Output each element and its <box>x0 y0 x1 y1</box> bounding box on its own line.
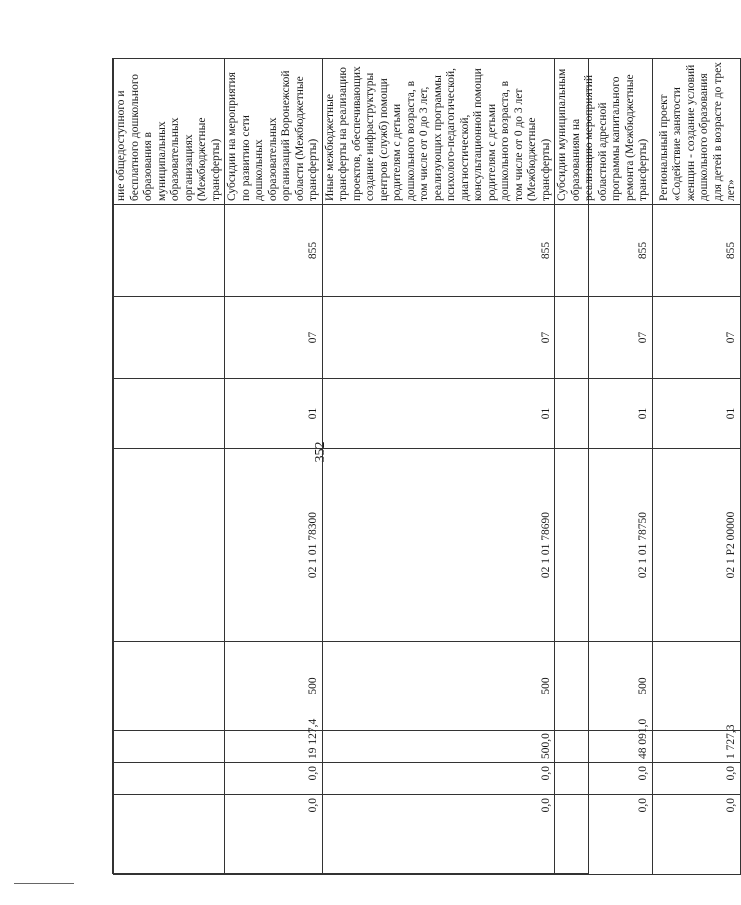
expense-type: 500 <box>225 642 323 731</box>
target-code: 02 1 01 78300 <box>225 449 323 642</box>
section: 07 <box>322 297 555 379</box>
ministry-code: 855 <box>322 205 555 297</box>
target-code <box>114 449 225 642</box>
value-3 <box>114 795 225 875</box>
ministry-code: 855 <box>652 205 740 297</box>
section <box>114 297 225 379</box>
expense-type: 500 <box>322 642 555 731</box>
target-code: 02 1 01 78750 <box>555 449 653 642</box>
row-description: ние общедоступного и бесплатного дошкольного образования в муниципальных образовательных организациях (Межбюджетные трансферты) <box>114 59 225 205</box>
budget-table-frame <box>112 58 737 874</box>
value-3: 0,0 <box>555 795 653 875</box>
value-2: 0,0 <box>652 763 740 795</box>
expense-type <box>114 642 225 731</box>
subsection: 01 <box>555 379 653 449</box>
section: 07 <box>225 297 323 379</box>
subsection <box>114 379 225 449</box>
subsection: 01 <box>225 379 323 449</box>
value-1: 48 091,0 <box>555 731 653 763</box>
row-description: Региональный проект «Содействие занятости женщин - создание условий дошкольного образования для детей в возрасте до трех лет» <box>652 59 740 205</box>
ministry-code <box>114 205 225 297</box>
row-description: Субсидии на мероприятия по развитию сети дошкольных образовательных организаций Воронежской области (Межбюджетные трансферты) <box>225 59 323 205</box>
subsection: 01 <box>322 379 555 449</box>
value-3: 0,0 <box>225 795 323 875</box>
table-row <box>225 59 323 875</box>
target-code: 02 1 01 78690 <box>322 449 555 642</box>
target-code: 02 1 P2 00000 <box>652 449 740 642</box>
expense-type: 500 <box>555 642 653 731</box>
footer-rule <box>14 883 74 884</box>
value-2: 0,0 <box>225 763 323 795</box>
row-description: Иные межбюджетные трансферты на реализацию проектов, обеспечивающих создание инфраструктуры центров (служб) помощи родителям с детьми дошкольного возраста, в том числе от 0 до 3 лет, реализующих программы психолого-педагогической, диагностической, консультационной помощи родителям с детьми дошкольного возраста, в том числе от 0 до 3 лет (Межбюджетные трансферты) <box>322 59 555 205</box>
value-1 <box>114 731 225 763</box>
section: 07 <box>555 297 653 379</box>
value-1: 1 727,3 <box>652 731 740 763</box>
subsection: 01 <box>652 379 740 449</box>
ministry-code: 855 <box>555 205 653 297</box>
table-row <box>114 59 225 875</box>
value-3: 0,0 <box>322 795 555 875</box>
expense-type <box>652 642 740 731</box>
value-1: 19 127,4 <box>225 731 323 763</box>
value-2 <box>114 763 225 795</box>
value-2: 0,0 <box>322 763 555 795</box>
table-row <box>652 59 740 875</box>
page-number: 352 <box>313 441 328 463</box>
ministry-code: 855 <box>225 205 323 297</box>
value-3: 0,0 <box>652 795 740 875</box>
value-1: 500,0 <box>322 731 555 763</box>
table-row <box>555 59 653 875</box>
section: 07 <box>652 297 740 379</box>
budget-table <box>113 58 741 875</box>
row-description: Субсидии муниципальным образованиям на реализацию мероприятий областной адресной программы капитального ремонта (Межбюджетные трансферты) <box>555 59 653 205</box>
table-row <box>322 59 555 875</box>
value-2: 0,0 <box>555 763 653 795</box>
